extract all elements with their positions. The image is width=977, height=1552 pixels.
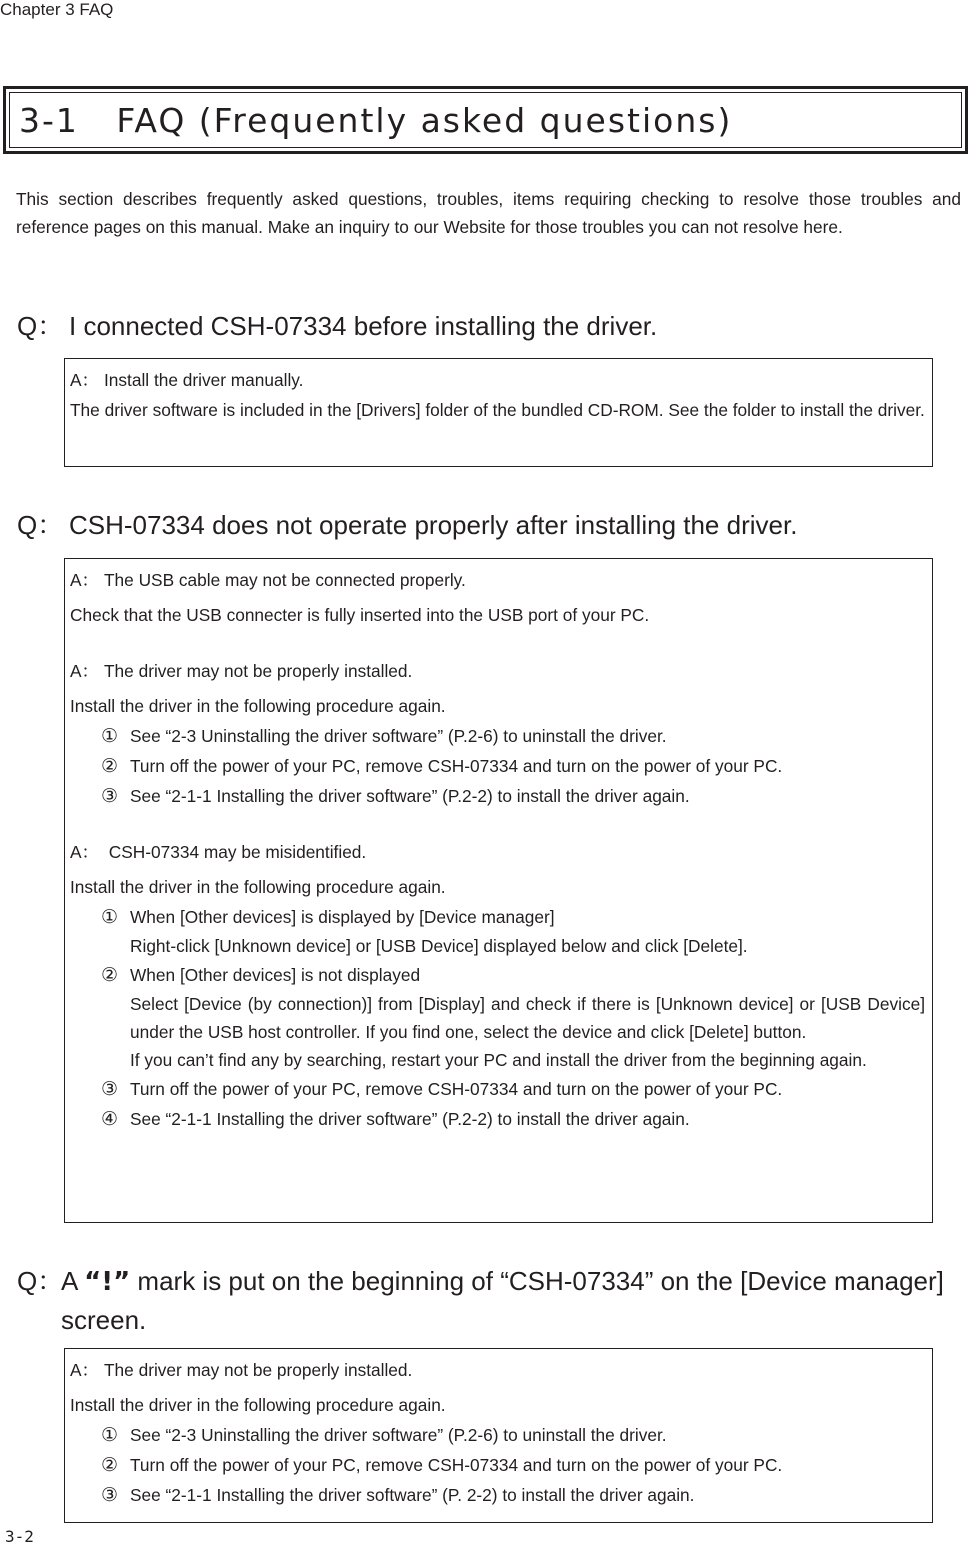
step-number: ② bbox=[101, 964, 119, 986]
section-title-frame bbox=[3, 86, 968, 154]
list-item bbox=[70, 751, 925, 781]
question-label: Q： bbox=[17, 510, 64, 540]
answer-detail: Install the driver in the following procedure again. bbox=[70, 696, 446, 716]
step-text: Turn off the power of your PC, remove CSH-07334 and turn on the power of your PC. bbox=[130, 1455, 783, 1475]
question-text-pre: A bbox=[61, 1266, 85, 1296]
answer-label: A： bbox=[70, 842, 99, 862]
list-item bbox=[70, 781, 925, 811]
step-number: ③ bbox=[101, 1484, 119, 1506]
answer-text: The driver may not be properly installed. bbox=[104, 1360, 413, 1380]
question-text: I connected CSH-07334 before installing the driver. bbox=[69, 311, 658, 341]
section-title: 3-1 FAQ (Frequently asked questions) bbox=[9, 92, 962, 148]
step-detail: If you can’t find any by searching, restart your PC and install the driver from the beginning again. bbox=[130, 1050, 867, 1070]
list-item bbox=[70, 721, 925, 751]
answer-detail: The driver software is included in the [Drivers] folder of the bundled CD-ROM. See the folder to install the driver. bbox=[70, 400, 925, 420]
list-item bbox=[70, 1074, 925, 1104]
answer-label: A： bbox=[70, 370, 99, 390]
question-3 bbox=[17, 1262, 962, 1339]
step-text: Turn off the power of your PC, remove CSH-07334 and turn on the power of your PC. bbox=[130, 756, 783, 776]
step-number: ① bbox=[101, 906, 119, 928]
answer-text: The USB cable may not be connected properly. bbox=[104, 570, 466, 590]
list-item bbox=[70, 960, 925, 990]
step-text: See “2-1-1 Installing the driver software” (P.2-2) to install the driver again. bbox=[130, 786, 690, 806]
question-text-mid: mark is put on the beginning of bbox=[130, 1266, 501, 1296]
step-text: Turn off the power of your PC, remove CSH-07334 and turn on the power of your PC. bbox=[130, 1079, 783, 1099]
step-number: ③ bbox=[101, 785, 119, 807]
list-item bbox=[70, 1450, 925, 1480]
answer-label: A： bbox=[70, 1360, 99, 1380]
step-number: ② bbox=[101, 755, 119, 777]
exclamation-mark-text: “!” bbox=[84, 1267, 131, 1297]
step-detail: Select [Device (by connection)] from [Display] and check if there is [Unknown device] or [USB Device] under the USB host controller. If you find one, select the device and click [Delete] button. bbox=[130, 994, 925, 1042]
step-text: See “2-1-1 Installing the driver software” (P. 2-2) to install the driver again. bbox=[130, 1485, 695, 1505]
answer-text: Install the driver manually. bbox=[104, 370, 304, 390]
answer-detail: Install the driver in the following procedure again. bbox=[70, 877, 446, 897]
answer-detail: Install the driver in the following procedure again. bbox=[70, 1395, 446, 1415]
question-text: CSH-07334 does not operate properly after installing the driver. bbox=[69, 510, 798, 540]
step-text: When [Other devices] is displayed by [Device manager] bbox=[130, 907, 555, 927]
answer-text: The driver may not be properly installed. bbox=[104, 661, 413, 681]
step-number: ② bbox=[101, 1454, 119, 1476]
question-label: Q： bbox=[17, 311, 64, 341]
chapter-header: Chapter 3 FAQ bbox=[0, 0, 114, 19]
question-2 bbox=[17, 506, 797, 544]
step-text: See “2-3 Uninstalling the driver software” (P.2-6) to uninstall the driver. bbox=[130, 726, 667, 746]
step-number: ④ bbox=[101, 1108, 119, 1130]
step-text: See “2-1-1 Installing the driver software” (P.2-2) to install the driver again. bbox=[130, 1109, 690, 1129]
step-number: ③ bbox=[101, 1078, 119, 1100]
list-item bbox=[70, 1480, 925, 1510]
answer-box-1 bbox=[64, 358, 933, 467]
step-number: ① bbox=[101, 725, 119, 747]
answer-box-3 bbox=[64, 1348, 933, 1523]
list-item bbox=[70, 1104, 925, 1134]
answer-label: A： bbox=[70, 661, 99, 681]
list-item bbox=[70, 902, 925, 932]
page-number: 3-2 bbox=[5, 1527, 34, 1546]
device-name-text: “CSH-07334” bbox=[500, 1266, 654, 1296]
answer-box-2 bbox=[64, 558, 933, 1223]
list-item bbox=[70, 1420, 925, 1450]
step-number: ① bbox=[101, 1424, 119, 1446]
question-text-post: on the [Device manager] screen. bbox=[61, 1266, 944, 1335]
step-detail: Right-click [Unknown device] or [USB Device] displayed below and click [Delete]. bbox=[130, 936, 748, 956]
intro-paragraph: This section describes frequently asked questions, troubles, items requiring checking to resolve those troubles and reference pages on this manual. Make an inquiry to our Website for those troubles you can not resolve here. bbox=[16, 189, 961, 237]
answer-detail: Check that the USB connecter is fully inserted into the USB port of your PC. bbox=[70, 605, 650, 625]
answer-text: CSH-07334 may be misidentified. bbox=[104, 842, 367, 862]
question-label: Q： bbox=[17, 1266, 64, 1296]
question-1 bbox=[17, 307, 657, 345]
step-text: See “2-3 Uninstalling the driver software” (P.2-6) to uninstall the driver. bbox=[130, 1425, 667, 1445]
answer-label: A： bbox=[70, 570, 99, 590]
step-text: When [Other devices] is not displayed bbox=[130, 965, 421, 985]
